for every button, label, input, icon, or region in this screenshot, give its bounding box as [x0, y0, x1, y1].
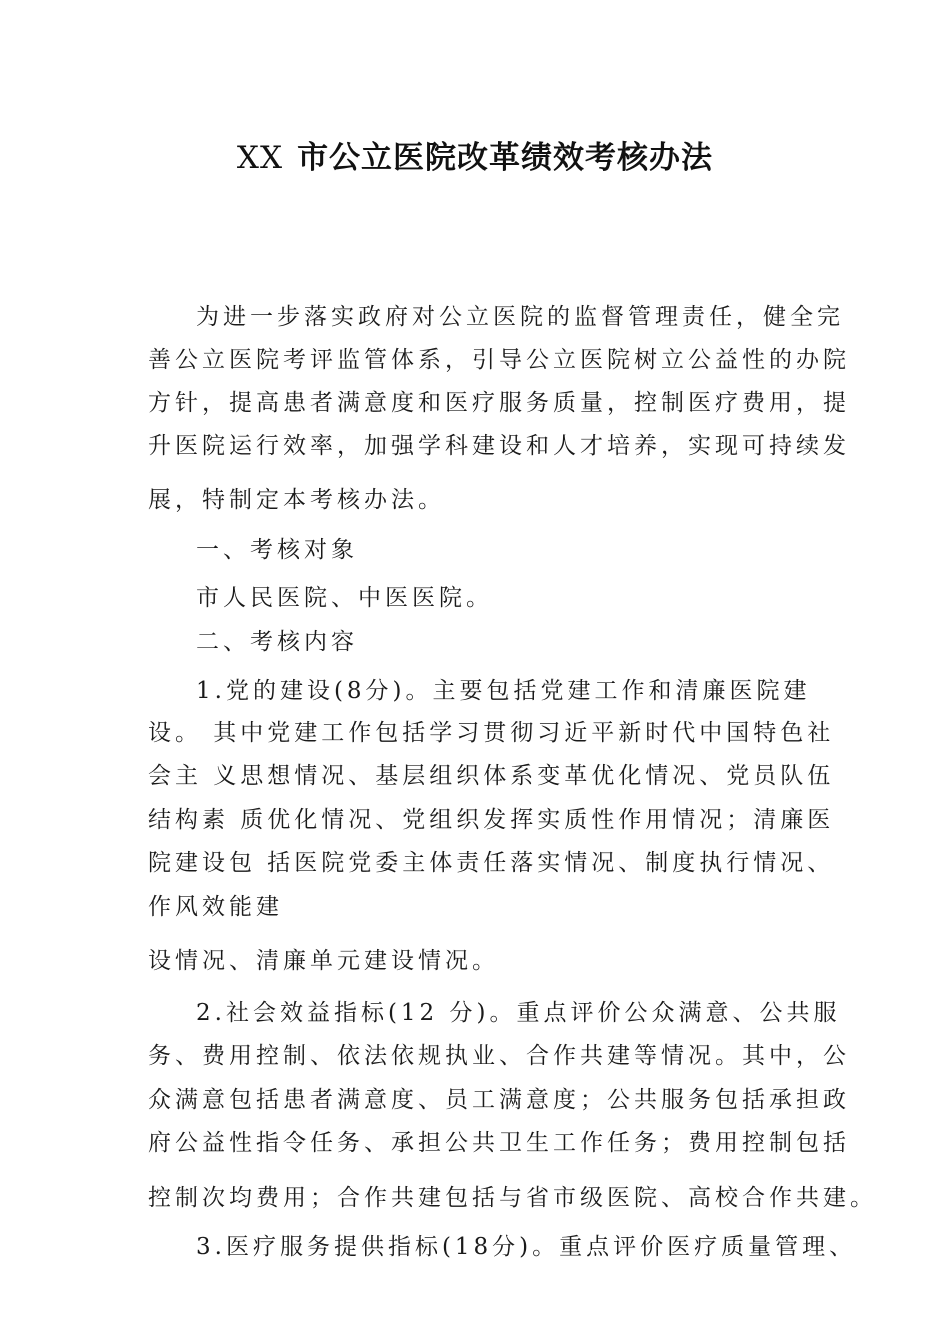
paragraph-line: 府公益性指令任务、承担公共卫生工作任务；费用控制包括	[148, 1130, 850, 1156]
paragraph-line: 众满意包括患者满意度、员工满意度；公共服务包括承担政	[148, 1087, 850, 1113]
title-main: 市公立医院改革绩效考核办法	[297, 140, 714, 176]
paragraph-line: 3.医疗服务提供指标(18分)。重点评价医疗质量管理、	[196, 1234, 857, 1260]
paragraph-line: 1.党的建设(8分)。主要包括党建工作和清廉医院建	[196, 678, 811, 704]
paragraph-line: 设。 其中党建工作包括学习贯彻习近平新时代中国特色社	[148, 720, 835, 746]
title-prefix: XX	[236, 140, 284, 176]
paragraph-line: 展，特制定本考核办法。	[148, 487, 445, 513]
paragraph-line: 作风效能建	[148, 894, 283, 920]
section-heading: 二、考核内容	[196, 629, 358, 655]
paragraph-line: 为进一步落实政府对公立医院的监督管理责任，健全完	[196, 304, 844, 330]
paragraph-line: 结构素 质优化情况、党组织发挥实质性作用情况；清廉医	[148, 807, 835, 833]
paragraph-line: 方针，提高患者满意度和医疗服务质量，控制医疗费用，提	[148, 390, 850, 416]
section-heading: 一、考核对象	[196, 537, 358, 563]
document-title	[0, 132, 950, 177]
paragraph-line: 会主 义思想情况、基层组织体系变革优化情况、党员队伍	[148, 763, 835, 789]
paragraph-line: 务、费用控制、依法依规执业、合作共建等情况。其中，公	[148, 1043, 850, 1069]
paragraph-line: 院建设包 括医院党委主体责任落实情况、制度执行情况、	[148, 850, 835, 876]
paragraph-line: 2.社会效益指标(12 分)。重点评价公众满意、公共服	[196, 1000, 841, 1026]
paragraph-line: 控制次均费用；合作共建包括与省市级医院、高校合作共建。	[148, 1185, 877, 1211]
paragraph-line: 市人民医院、中医医院。	[196, 585, 493, 611]
paragraph-line: 设情况、清廉单元建设情况。	[148, 948, 499, 974]
paragraph-line: 善公立医院考评监管体系，引导公立医院树立公益性的办院	[148, 347, 850, 373]
paragraph-line: 升医院运行效率，加强学科建设和人才培养，实现可持续发	[148, 433, 850, 459]
